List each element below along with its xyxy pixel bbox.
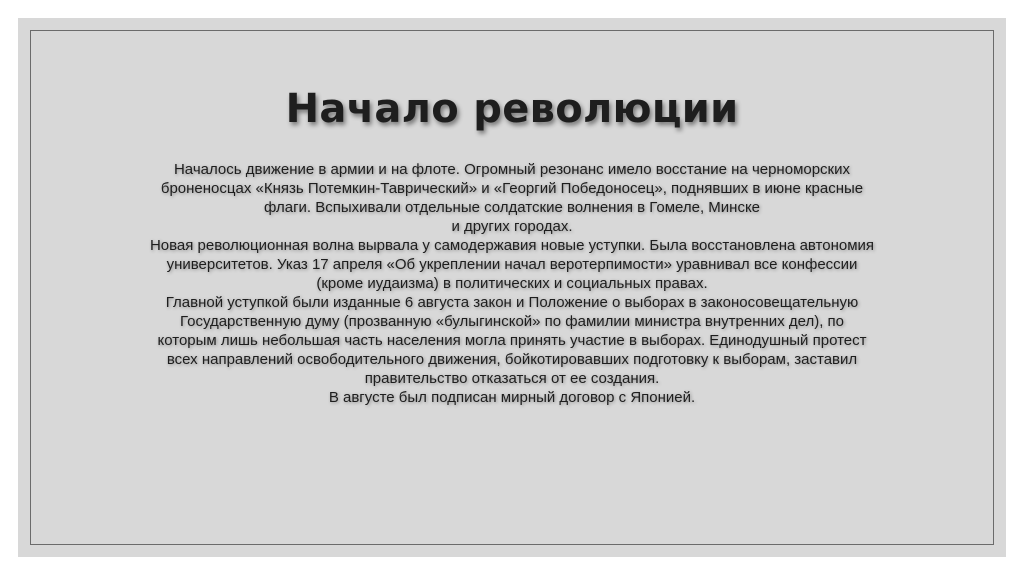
slide-body (68, 160, 956, 407)
paragraph-concessions (68, 236, 956, 293)
paragraph-duma (68, 293, 956, 388)
paragraph-army-navy (68, 160, 956, 236)
paragraph-line: университетов. Указ 17 апреля «Об укреплении начал веротерпимости» уравнивал все конфессии (166, 256, 858, 273)
paragraph-line: всех направлений освободительного движения, бойкотировавших подготовку к выборам, заставил (166, 351, 858, 368)
paragraph-line: В августе был подписан мирный договор с Японией. (328, 389, 696, 406)
paragraph-line: Главной уступкой были изданные 6 августа закон и Положение о выборах в законосовещательную (165, 294, 859, 311)
paragraph-line: флаги. Вспыхивали отдельные солдатские волнения в Гомеле, Минске (263, 199, 761, 216)
paragraph-line: которым лишь небольшая часть населения могла принять участие в выборах. Единодушный протест (157, 332, 867, 349)
paragraph-line: Новая революционная волна вырвала у самодержавия новые уступки. Была восстановлена автономия (149, 237, 875, 254)
paragraph-line: броненосцах «Князь Потемкин-Таврический» и «Георгий Победоносец», поднявших в июне красные (160, 180, 864, 197)
paragraph-line: Началось движение в армии и на флоте. Огромный резонанс имело восстание на черноморских (173, 161, 851, 178)
paragraph-line: и других городах. (451, 218, 573, 235)
slide-title: Начало революции (285, 86, 739, 132)
paragraph-line: (кроме иудаизма) в политических и социальных правах. (316, 275, 708, 292)
paragraph-line: правительство отказаться от ее создания. (364, 370, 660, 387)
paragraph-peace-treaty (68, 388, 956, 407)
slide (18, 18, 1006, 557)
paragraph-line: Государственную думу (прозванную «булыгинской» по фамилии министра внутренних дел), по (180, 313, 844, 330)
